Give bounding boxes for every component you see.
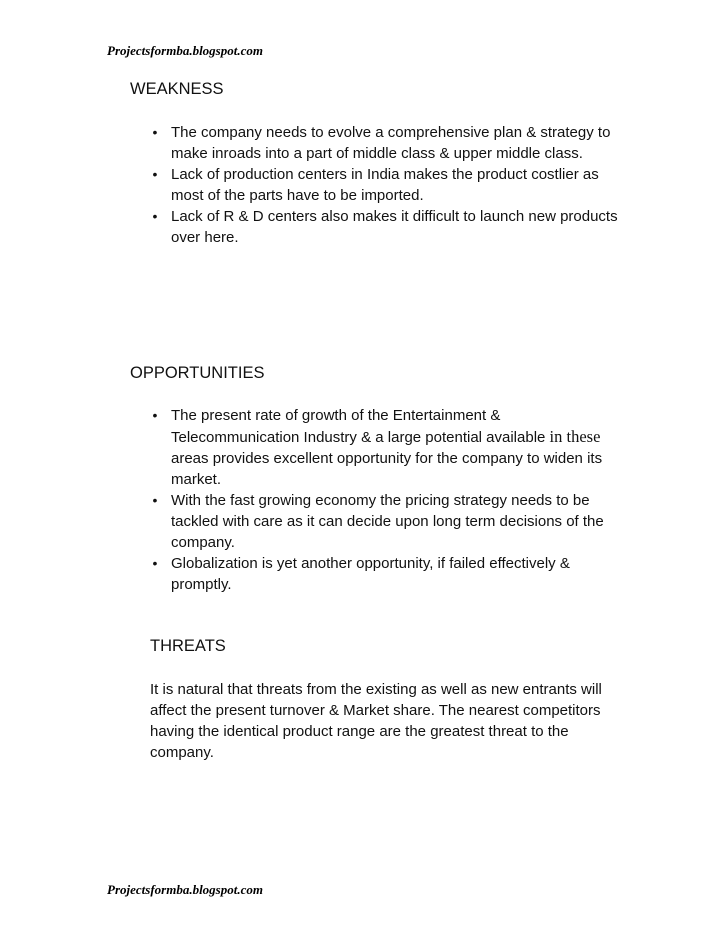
bullet-icon: • — [152, 555, 158, 571]
opportunities-heading: OPPORTUNITIES — [130, 364, 265, 382]
weakness-heading: WEAKNESS — [130, 80, 224, 98]
bullet-icon: • — [152, 166, 158, 182]
list-item-text: Lack of R & D centers also makes it difficult to launch new products over here. — [171, 208, 618, 246]
list-item-text — [171, 407, 602, 488]
bullet-icon: • — [152, 124, 158, 140]
threats-paragraph: It is natural that threats from the existing as well as new entrants will affect the present turnover & Market share. The nearest competitors having the identical product range are the greatest threat to the company. — [150, 681, 602, 761]
list-item-text-part: areas provides excellent opportunity for the company to widen its market. — [171, 450, 603, 488]
bullet-icon: • — [152, 407, 158, 423]
list-item — [148, 206, 626, 248]
list-item — [148, 553, 626, 595]
list-item — [148, 122, 626, 164]
list-item-text-serif: in these — [549, 427, 601, 446]
list-item — [148, 405, 626, 490]
list-item-text: The company needs to evolve a comprehensive plan & strategy to make inroads into a part of middle class & upper middle class. — [171, 124, 611, 162]
list-item-text: With the fast growing economy the pricing strategy needs to be tackled with care as it can decide upon long term decisions of the company. — [171, 492, 604, 551]
list-item-text: Lack of production centers in India makes the product costlier as most of the parts have to be imported. — [171, 166, 599, 204]
bullet-icon: • — [152, 208, 158, 224]
bullet-icon: • — [152, 492, 158, 508]
weakness-list — [148, 122, 626, 248]
list-item-text: Globalization is yet another opportunity, if failed effectively & promptly. — [171, 555, 570, 593]
list-item — [148, 164, 626, 206]
opportunities-list — [148, 405, 626, 595]
page-header: Projectsformba.blogspot.com — [107, 43, 263, 58]
threats-heading: THREATS — [150, 637, 226, 655]
list-item — [148, 490, 626, 553]
list-item-text-part: The present rate of growth of the Entertainment & Telecommunication Industry & a large potential available — [171, 407, 550, 446]
page-footer: Projectsformba.blogspot.com — [107, 882, 263, 897]
